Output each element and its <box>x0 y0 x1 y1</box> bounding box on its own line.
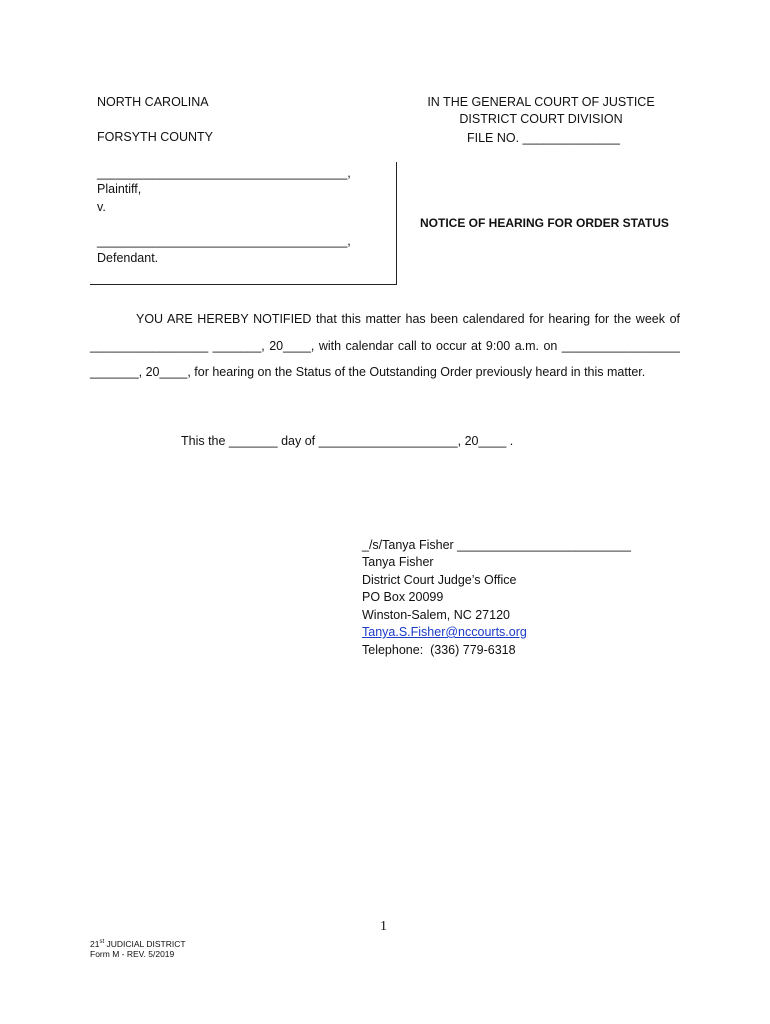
date-line: This the _______ day of ____________________, 20____ . <box>181 434 514 448</box>
signer-city: Winston-Salem, NC 27120 <box>362 608 510 622</box>
court-line-2: DISTRICT COURT DIVISION <box>459 112 623 126</box>
versus-label: v. <box>97 200 106 214</box>
district-text: JUDICIAL DISTRICT <box>104 938 186 949</box>
signature-line: _/s/Tanya Fisher _________________________ <box>362 538 631 552</box>
signer-name: Tanya Fisher <box>362 555 434 569</box>
district-suffix: st <box>99 939 105 945</box>
plaintiff-blank-line: ____________________________________, <box>97 166 351 180</box>
form-revision: Form M - REV. 5/2019 <box>90 949 175 959</box>
body-line-2: _________________ _______, 20____, with calendar call to occur at 9:00 a.m. on _________________ <box>90 339 680 353</box>
signer-office: District Court Judge’s Office <box>362 573 517 587</box>
defendant-label: Defendant. <box>97 251 159 265</box>
defendant-blank-line: ____________________________________, <box>97 234 351 248</box>
county-label: FORSYTH COUNTY <box>97 130 213 144</box>
plaintiff-label: Plaintiff, <box>97 182 142 196</box>
district-number: 21 <box>90 938 100 949</box>
body-line-1: YOU ARE HEREBY NOTIFIED that this matter has been calendared for hearing for the week of <box>136 312 680 326</box>
body-line-3: _______, 20____, for hearing on the Status of the Outstanding Order previously heard in this matter. <box>90 365 646 379</box>
notice-title: NOTICE OF HEARING FOR ORDER STATUS <box>420 216 669 230</box>
signer-phone: Telephone: (336) 779-6318 <box>362 643 516 657</box>
page-number: 1 <box>380 919 387 934</box>
email-link[interactable]: Tanya.S.Fisher@nccourts.org <box>362 625 527 639</box>
file-number: FILE NO. ______________ <box>467 131 620 145</box>
state-label: NORTH CAROLINA <box>97 95 209 109</box>
court-line-1: IN THE GENERAL COURT OF JUSTICE <box>427 95 655 109</box>
signer-po-box: PO Box 20099 <box>362 590 444 604</box>
